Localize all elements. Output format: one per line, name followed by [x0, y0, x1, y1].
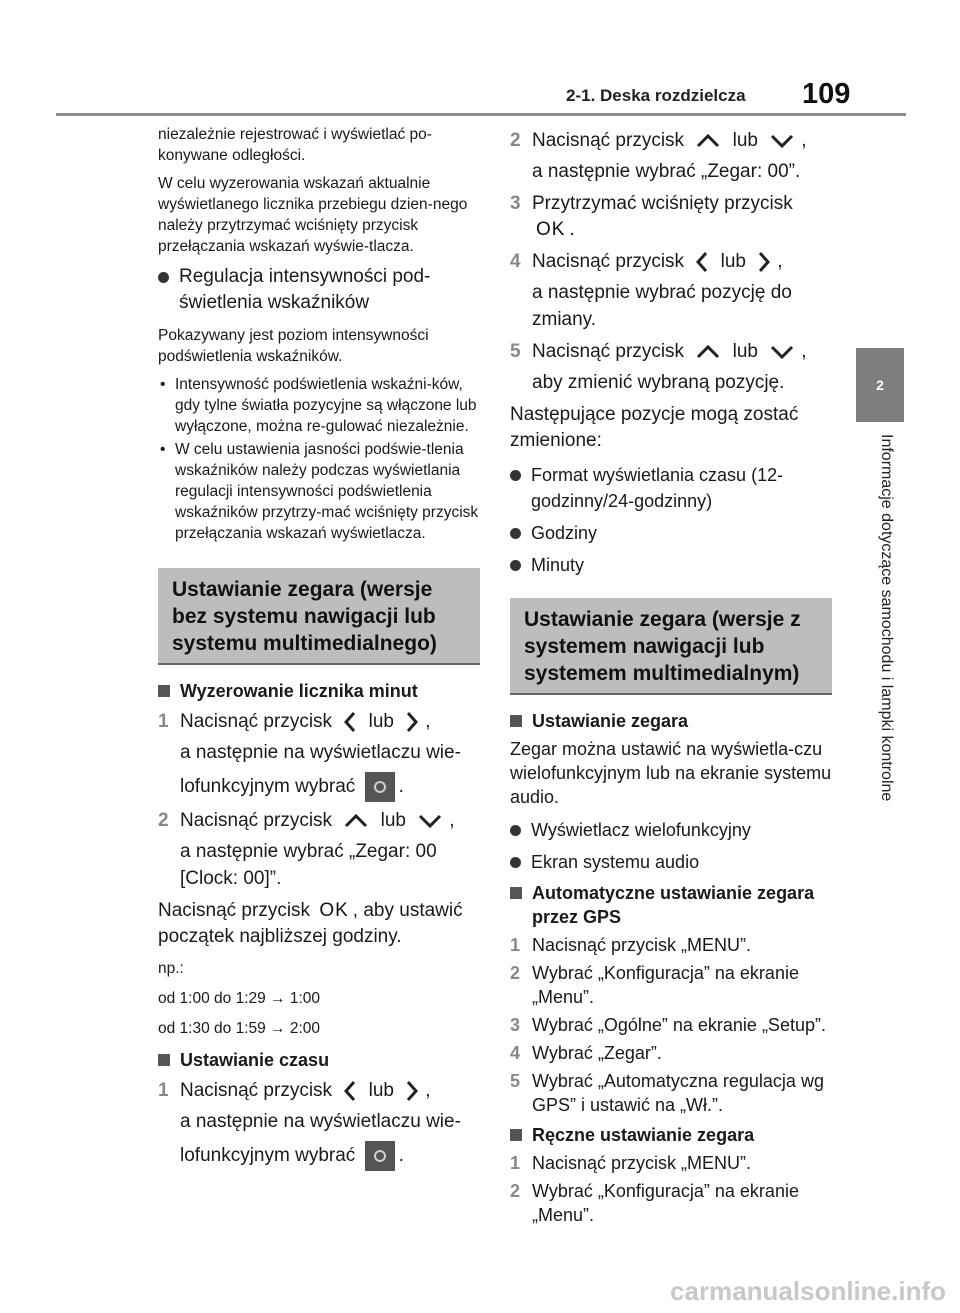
bullet-dot-icon [158, 272, 169, 283]
square-bullet-icon [158, 1054, 170, 1066]
paragraph: W celu wyzerowania wskazań aktualnie wyświetlanego licznika przebiegu dzien-nego należy przytrzymać wciśnięty przycisk przełączania wskazań wyświe-tlacza. [158, 175, 468, 255]
step: 2 Wybrać „Konfiguracja” na ekranie „Menu”. [510, 1181, 799, 1225]
step: 3 Wybrać „Ogólne” na ekranie „Setup”. [510, 1015, 826, 1035]
chevron-left-icon [343, 1079, 357, 1103]
step: 2 Nacisnąć przycisk lub , [510, 130, 807, 151]
chevron-right-icon [405, 1079, 419, 1103]
ok-button-icon: OK [319, 900, 349, 921]
example-label: np.: [158, 960, 184, 977]
chevron-left-icon [343, 710, 357, 734]
subheading: Automatyczne ustawianie zegara przez GPS [510, 881, 832, 929]
step: 2 Nacisnąć przycisk lub , [158, 810, 455, 831]
step: 4 Nacisnąć przycisk lub , [510, 251, 783, 272]
chapter-tab: 2 [856, 348, 904, 422]
bullet-item: Godziny [510, 520, 832, 546]
example-line: od 1:00 do 1:29 → 1:00 [158, 990, 321, 1007]
paragraph: Pokazywany jest poziom intensywności podświetlenia wskaźników. [158, 327, 429, 365]
chevron-left-icon [695, 250, 709, 274]
step: 5 Nacisnąć przycisk lub , [510, 341, 807, 362]
bullet-item: Wyświetlacz wielofunkcyjny [510, 817, 832, 843]
ok-button-icon: OK [536, 219, 566, 240]
chevron-right-icon [405, 710, 419, 734]
step: 1 Nacisnąć przycisk lub , [158, 1080, 431, 1101]
step: 1 Nacisnąć przycisk „MENU”. [510, 935, 752, 955]
bullet-dot-icon [510, 528, 521, 539]
paragraph: Zegar można ustawić na wyświetla-czu wielofunkcyjnym lub na ekranie systemu audio. [510, 739, 832, 807]
column-right [510, 128, 832, 1231]
bullet-dot-icon [510, 825, 521, 836]
bullet-item: Regulacja intensywności pod-świetlenia wskaźników [158, 264, 480, 316]
page-number: 109 [802, 78, 851, 110]
step-text: a następnie wybrać „Zegar: 00 [Clock: 00]”. [180, 841, 437, 889]
section-box-title: Ustawianie zegara (wersje z systemem nawigacji lub systemem multimedialnym) [510, 598, 832, 695]
chevron-right-icon [757, 250, 771, 274]
settings-gear-icon [365, 772, 395, 802]
example-line: od 1:30 do 1:59 → 2:00 [158, 1020, 321, 1037]
step-text: lofunkcyjnym wybrać . [158, 1141, 480, 1171]
settings-gear-icon [365, 1141, 395, 1171]
list-item: • Intensywność podświetlenia wskaźni-ków, gdy tylne światła pozycyjne są włączone lub wyłączone, można re-gulować niezależnie. [160, 376, 477, 435]
step: 1 Nacisnąć przycisk lub , [158, 711, 431, 732]
header-divider [56, 113, 906, 116]
bullet-item: Format wyświetlania czasu (12-godzinny/24-godzinny) [510, 462, 832, 514]
column-left [158, 124, 480, 1177]
step-text: lofunkcyjnym wybrać . [158, 772, 480, 802]
watermark: carmanualsonline.info [670, 1276, 946, 1306]
square-bullet-icon [510, 887, 522, 899]
chevron-down-icon [769, 133, 795, 149]
chevron-up-icon [695, 344, 721, 360]
subheading: Ustawianie zegara [510, 709, 832, 733]
list-item: • W celu ustawienia jasności podświe-tlenia wskaźników należy podczas wyświetlania regulacji intensywności podświetlenia wskaźników przytrzy-mać wciśnięty przycisk przełączania wskazań wyświetlacza. [160, 441, 479, 542]
paragraph: niezależnie rejestrować i wyświetlać po-konywane odległości. [158, 126, 432, 164]
paragraph: Nacisnąć przycisk OK , aby ustawić początek najbliższej godziny. [158, 900, 463, 947]
bullet-item: Ekran systemu audio [510, 849, 832, 875]
step-text: a następnie na wyświetlaczu wie- [180, 742, 461, 763]
square-bullet-icon [510, 715, 522, 727]
step-text: aby zmienić wybraną pozycję. [532, 372, 785, 393]
step: 5 Wybrać „Automatyczna regulacja wg GPS” i ustawić na „Wł.”. [510, 1071, 824, 1115]
step: 4 Wybrać „Zegar”. [510, 1043, 662, 1063]
chevron-down-icon [769, 344, 795, 360]
bullet-dot-icon [510, 560, 521, 571]
section-title: 2-1. Deska rozdzielcza [566, 86, 746, 105]
square-bullet-icon [510, 1129, 522, 1141]
chevron-up-icon [343, 813, 369, 829]
chevron-up-icon [695, 133, 721, 149]
note-list [158, 374, 480, 544]
step-text: a następnie na wyświetlaczu wie- [180, 1111, 461, 1132]
section-box-title: Ustawianie zegara (wersje bez systemu nawigacji lub systemu multimedialnego) [158, 568, 480, 665]
step-text: a następnie wybrać pozycję do zmiany. [532, 282, 792, 330]
subheading: Ustawianie czasu [158, 1048, 480, 1072]
step-text: a następnie wybrać „Zegar: 00”. [532, 161, 801, 182]
bullet-dot-icon [510, 857, 521, 868]
step: 2 Wybrać „Konfiguracja” na ekranie „Menu”. [510, 963, 799, 1007]
step: 1 Nacisnąć przycisk „MENU”. [510, 1153, 752, 1173]
bullet-item: Minuty [510, 552, 832, 578]
bullet-dot-icon [510, 470, 521, 481]
subheading: Ręczne ustawianie zegara [510, 1123, 832, 1147]
subheading: Wyzerowanie licznika minut [158, 679, 480, 703]
square-bullet-icon [158, 685, 170, 697]
step: 3 Przytrzymać wciśnięty przycisk OK . [510, 193, 793, 240]
chevron-down-icon [417, 813, 443, 829]
paragraph: Następujące pozycje mogą zostać zmienione: [510, 404, 799, 451]
chapter-title: Informacje dotyczące samochodu i lampki kontrolne [878, 434, 895, 802]
